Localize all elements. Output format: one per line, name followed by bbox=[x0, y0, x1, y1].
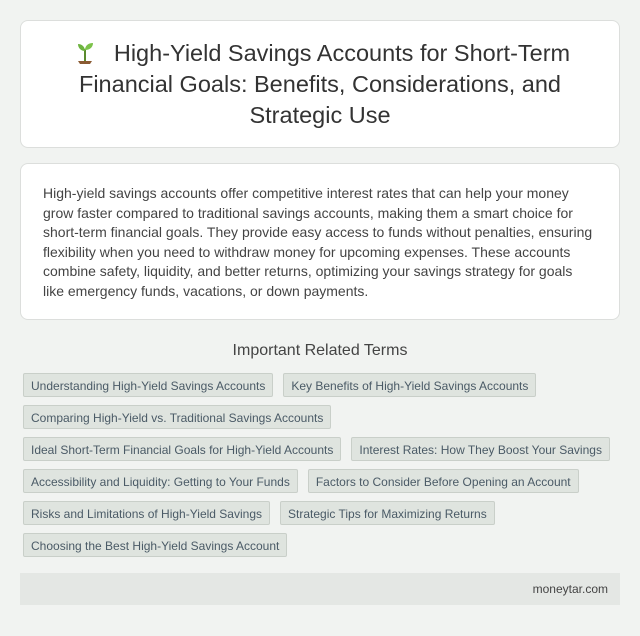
summary-card bbox=[20, 163, 620, 320]
tag-row bbox=[23, 405, 623, 429]
tag-row bbox=[23, 437, 623, 461]
related-terms-list bbox=[23, 373, 623, 565]
term-tag[interactable]: Choosing the Best High-Yield Savings Account bbox=[23, 533, 287, 557]
term-tag[interactable]: Comparing High-Yield vs. Traditional Savings Accounts bbox=[23, 405, 331, 429]
footer bbox=[20, 573, 620, 605]
tag-row bbox=[23, 469, 623, 493]
title-card bbox=[20, 20, 620, 148]
term-tag[interactable]: Risks and Limitations of High-Yield Savings bbox=[23, 501, 270, 525]
page-title-text: High-Yield Savings Accounts for Short-Term Financial Goals: Benefits, Considerations, and Strategic Use bbox=[78, 39, 571, 128]
term-tag[interactable]: Ideal Short-Term Financial Goals for High-Yield Accounts bbox=[23, 437, 341, 461]
term-tag[interactable]: Interest Rates: How They Boost Your Savings bbox=[351, 437, 610, 461]
tag-row bbox=[23, 373, 623, 397]
footer-site-link[interactable]: moneytar.com bbox=[532, 582, 608, 596]
related-terms-heading: Important Related Terms bbox=[232, 342, 408, 359]
summary-text: High-yield savings accounts offer competitive interest rates that can help your money grow faster compared to traditional savings accounts, making them a smart choice for short-term financial goals. They provide easy access to funds without penalties, ensuring flexibility when you need to withdraw money for upcoming expenses. These accounts combine safety, liquidity, and better returns, optimizing your savings strategy for goals like emergency funds, vacations, or down payments. bbox=[43, 185, 593, 299]
page-title bbox=[51, 38, 589, 131]
tag-row bbox=[23, 501, 623, 525]
sprout-icon bbox=[70, 40, 100, 64]
term-tag[interactable]: Strategic Tips for Maximizing Returns bbox=[280, 501, 495, 525]
term-tag[interactable]: Key Benefits of High-Yield Savings Accounts bbox=[283, 373, 536, 397]
term-tag[interactable]: Understanding High-Yield Savings Accounts bbox=[23, 373, 273, 397]
tag-row bbox=[23, 533, 623, 557]
term-tag[interactable]: Accessibility and Liquidity: Getting to Your Funds bbox=[23, 469, 298, 493]
term-tag[interactable]: Factors to Consider Before Opening an Account bbox=[308, 469, 579, 493]
